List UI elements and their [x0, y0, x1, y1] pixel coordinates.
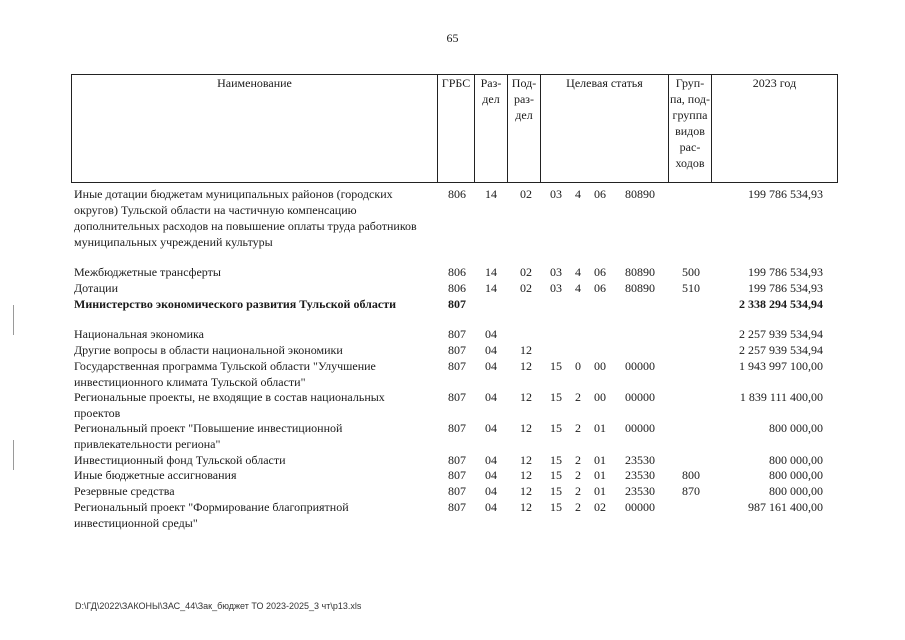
row-sum: 2 257 939 534,94 — [739, 327, 823, 341]
row-sum: 800 000,00 — [769, 421, 823, 435]
row-sum: 2 257 939 534,94 — [739, 343, 823, 357]
header-razdel: Раз- дел — [480, 76, 502, 106]
header-year: 2023 год — [752, 76, 797, 90]
row-name: Иные бюджетные ассигнования — [74, 468, 237, 482]
row-sum: 199 786 534,93 — [748, 187, 823, 201]
row-name: Инвестиционный фонд Тульской области — [74, 453, 286, 467]
row-name: Государственная программа Тульской области "Улучшение инвестиционного климата Тульской области" — [74, 359, 376, 389]
header-celevaya: Целевая статья — [566, 76, 643, 90]
row-sum: 1 943 997 100,00 — [739, 359, 823, 373]
header-podrazdel: Под- раз- дел — [511, 76, 537, 122]
row-sum: 2 338 294 534,94 — [739, 297, 823, 311]
row-sum: 1 839 111 400,00 — [739, 390, 823, 404]
row-sum: 987 161 400,00 — [748, 500, 823, 514]
header-vid: Груп- па, под- группа видов рас- ходов — [670, 76, 710, 170]
header-grbs: ГРБС — [441, 76, 471, 90]
file-path-footer: D:\ГД\2022\ЗАКОНЫ\ЗАС_44\Зак_бюджет ТО 2023-2025_3 чт\р13.xls — [75, 601, 362, 611]
row-sum: 199 786 534,93 — [748, 265, 823, 279]
row-sum: 199 786 534,93 — [748, 281, 823, 295]
row-name: Региональные проекты, не входящие в состав национальных проектов — [74, 390, 385, 420]
row-name: Министерство экономического развития Тульской области — [74, 297, 397, 311]
row-name: Национальная экономика — [74, 327, 204, 341]
row-name: Межбюджетные трансферты — [74, 265, 221, 279]
header-name: Наименование — [217, 76, 292, 90]
page-number: 65 — [446, 31, 459, 45]
row-name: Другие вопросы в области национальной экономики — [74, 343, 343, 357]
row-name: Иные дотации бюджетам муниципальных районов (городских округов) Тульской области на частичную компенсацию дополнительных расходов на повышение оплаты труда работников муниципальных учреждений культуры — [74, 187, 417, 249]
margin-mark — [13, 305, 14, 335]
row-sum: 800 000,00 — [769, 453, 823, 467]
table-header — [71, 74, 838, 183]
row-name: Резервные средства — [74, 484, 175, 498]
margin-mark — [13, 440, 14, 470]
row-name: Региональный проект "Повышение инвестиционной привлекательности региона" — [74, 421, 343, 451]
row-sum: 800 000,00 — [769, 468, 823, 482]
row-name: Дотации — [74, 281, 119, 295]
row-sum: 800 000,00 — [769, 484, 823, 498]
row-name: Региональный проект "Формирование благоприятной инвестиционной среды" — [74, 500, 349, 530]
